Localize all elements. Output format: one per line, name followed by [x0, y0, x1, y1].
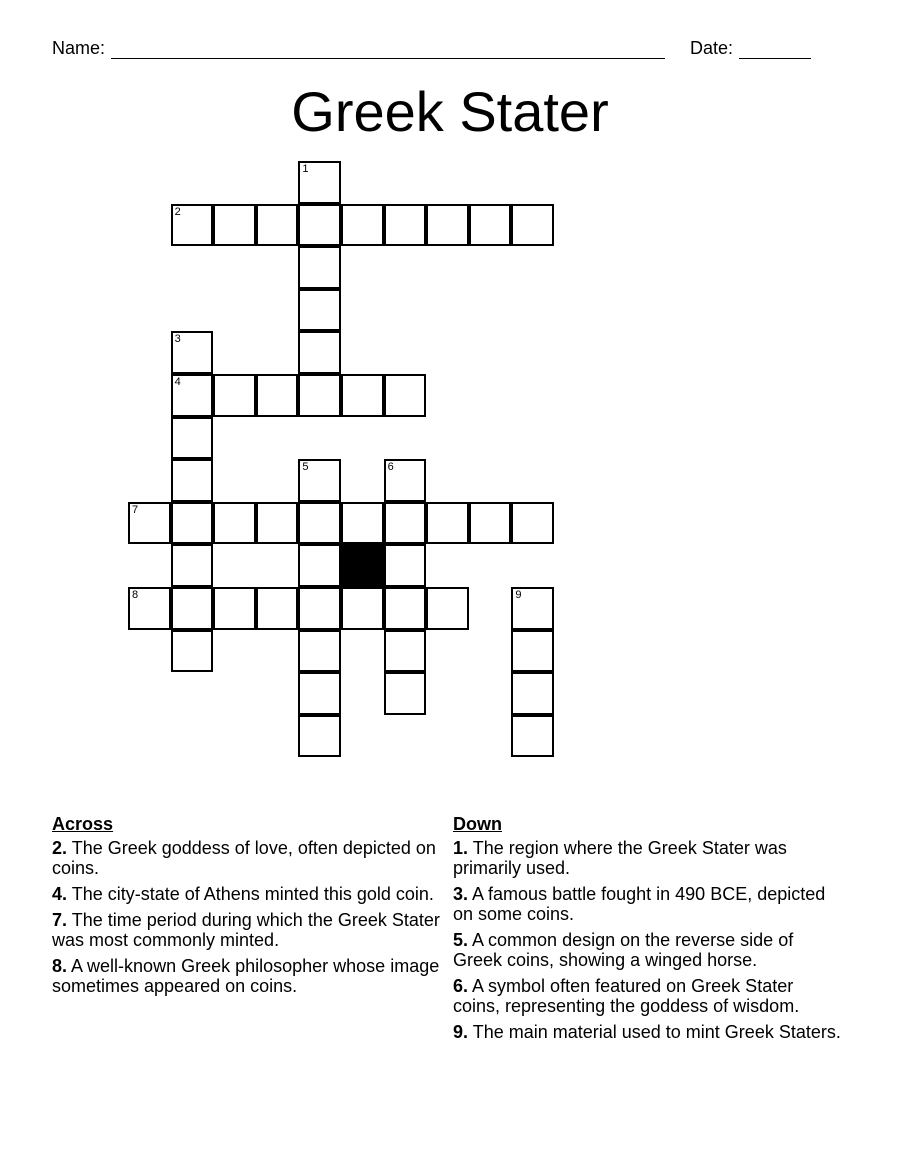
grid-cell[interactable] — [213, 204, 256, 247]
grid-cell[interactable] — [171, 587, 214, 630]
grid-cell[interactable] — [469, 502, 512, 545]
grid-cell[interactable] — [171, 544, 214, 587]
down-clues — [453, 813, 843, 1048]
grid-cell[interactable] — [341, 587, 384, 630]
grid-cell[interactable] — [384, 630, 427, 673]
cell-number: 7 — [132, 503, 139, 516]
grid-cell[interactable] — [384, 374, 427, 417]
clue-number: 5. — [453, 930, 469, 950]
grid-cell[interactable] — [256, 502, 299, 545]
cell-number: 9 — [515, 589, 522, 601]
name-label: Name: — [52, 38, 106, 58]
grid-cell[interactable] — [298, 587, 341, 630]
cell-number: 5 — [302, 461, 309, 474]
clue-item — [453, 1022, 843, 1042]
clue-number: 6. — [453, 976, 469, 996]
grid-cell[interactable] — [171, 502, 214, 545]
grid-cell[interactable] — [511, 630, 554, 673]
cell-number: 2 — [174, 205, 181, 218]
grid-cell[interactable] — [384, 672, 427, 715]
clue-text: A well-known Greek philosopher whose image sometimes appeared on coins. — [52, 956, 440, 996]
grid-cell[interactable] — [213, 587, 256, 630]
grid-cell[interactable] — [298, 544, 341, 587]
grid-cell[interactable] — [384, 544, 427, 587]
grid-cell[interactable] — [298, 331, 341, 374]
grid-cell[interactable] — [213, 502, 256, 545]
grid-cell[interactable] — [171, 630, 214, 673]
grid-cell[interactable] — [384, 204, 427, 247]
grid-cell[interactable] — [341, 204, 384, 247]
clue-number: 9. — [453, 1022, 469, 1042]
grid-cell[interactable] — [171, 204, 214, 247]
grid-cell[interactable] — [341, 502, 384, 545]
grid-cell[interactable] — [511, 672, 554, 715]
clue-text: The Greek goddess of love, often depicted on coins. — [52, 838, 436, 878]
clue-number: 2. — [52, 838, 68, 858]
clue-item — [453, 976, 843, 1016]
grid-cell[interactable] — [298, 246, 341, 289]
grid-cell[interactable] — [298, 672, 341, 715]
clue-item — [52, 884, 442, 904]
grid-cell[interactable] — [298, 289, 341, 332]
grid-cell[interactable] — [426, 204, 469, 247]
grid-cell[interactable] — [426, 587, 469, 630]
grid-cell[interactable] — [171, 331, 214, 374]
cell-number: 3 — [174, 333, 181, 346]
grid-cell[interactable] — [256, 374, 299, 417]
clue-item — [52, 956, 442, 996]
grid-cell[interactable] — [511, 587, 554, 630]
across-heading: Across — [52, 814, 114, 834]
grid-cell[interactable] — [511, 502, 554, 545]
page-title: Greek Stater — [291, 80, 609, 143]
grid-cell[interactable] — [469, 204, 512, 247]
clue-item — [453, 884, 843, 924]
grid-cell[interactable] — [511, 715, 554, 758]
grid-cell[interactable] — [298, 715, 341, 758]
grid-cell[interactable] — [341, 374, 384, 417]
grid-cell[interactable] — [298, 161, 341, 204]
grid-cell[interactable] — [298, 204, 341, 247]
grid-cell[interactable] — [171, 459, 214, 502]
clue-number: 1. — [453, 838, 469, 858]
date-label: Date: — [690, 38, 734, 58]
down-heading: Down — [453, 814, 502, 834]
clue-text: The main material used to mint Greek Staters. — [472, 1022, 841, 1042]
clue-number: 3. — [453, 884, 469, 904]
grid-cell[interactable] — [128, 502, 171, 545]
grid-cell[interactable] — [384, 459, 427, 502]
grid-cell[interactable] — [384, 502, 427, 545]
grid-cell[interactable] — [256, 587, 299, 630]
clue-item — [52, 838, 442, 878]
clue-item — [453, 930, 843, 970]
clue-text: A symbol often featured on Greek Stater coins, representing the goddess of wisdom. — [453, 976, 800, 1016]
grid-cell[interactable] — [384, 587, 427, 630]
cell-number: 4 — [174, 376, 181, 388]
grid-cell[interactable] — [298, 630, 341, 673]
grid-cell[interactable] — [426, 502, 469, 545]
clue-item — [453, 838, 843, 878]
grid-cell[interactable] — [213, 374, 256, 417]
cell-number: 6 — [387, 461, 394, 474]
cell-number: 8 — [132, 589, 139, 601]
grid-cell[interactable] — [298, 374, 341, 417]
clue-number: 4. — [52, 884, 68, 904]
clue-text: A famous battle fought in 490 BCE, depicted on some coins. — [453, 884, 826, 924]
clue-text: The region where the Greek Stater was primarily used. — [453, 838, 787, 878]
grid-cell[interactable] — [171, 417, 214, 460]
grid-cell[interactable] — [298, 502, 341, 545]
cell-number: 1 — [302, 163, 309, 175]
clue-text: A common design on the reverse side of Greek coins, showing a winged horse. — [453, 930, 794, 970]
clue-item — [52, 910, 442, 950]
clue-number: 8. — [52, 956, 68, 976]
clue-number: 7. — [52, 910, 68, 930]
across-clues — [52, 813, 442, 1002]
grid-cell[interactable] — [256, 204, 299, 247]
clue-text: The city-state of Athens minted this gold coin. — [71, 884, 434, 904]
grid-cell[interactable] — [298, 459, 341, 502]
black-cell — [341, 544, 384, 587]
grid-cell[interactable] — [128, 587, 171, 630]
grid-cell[interactable] — [171, 374, 214, 417]
clue-text: The time period during which the Greek Stater was most commonly minted. — [52, 910, 440, 950]
grid-cell[interactable] — [511, 204, 554, 247]
